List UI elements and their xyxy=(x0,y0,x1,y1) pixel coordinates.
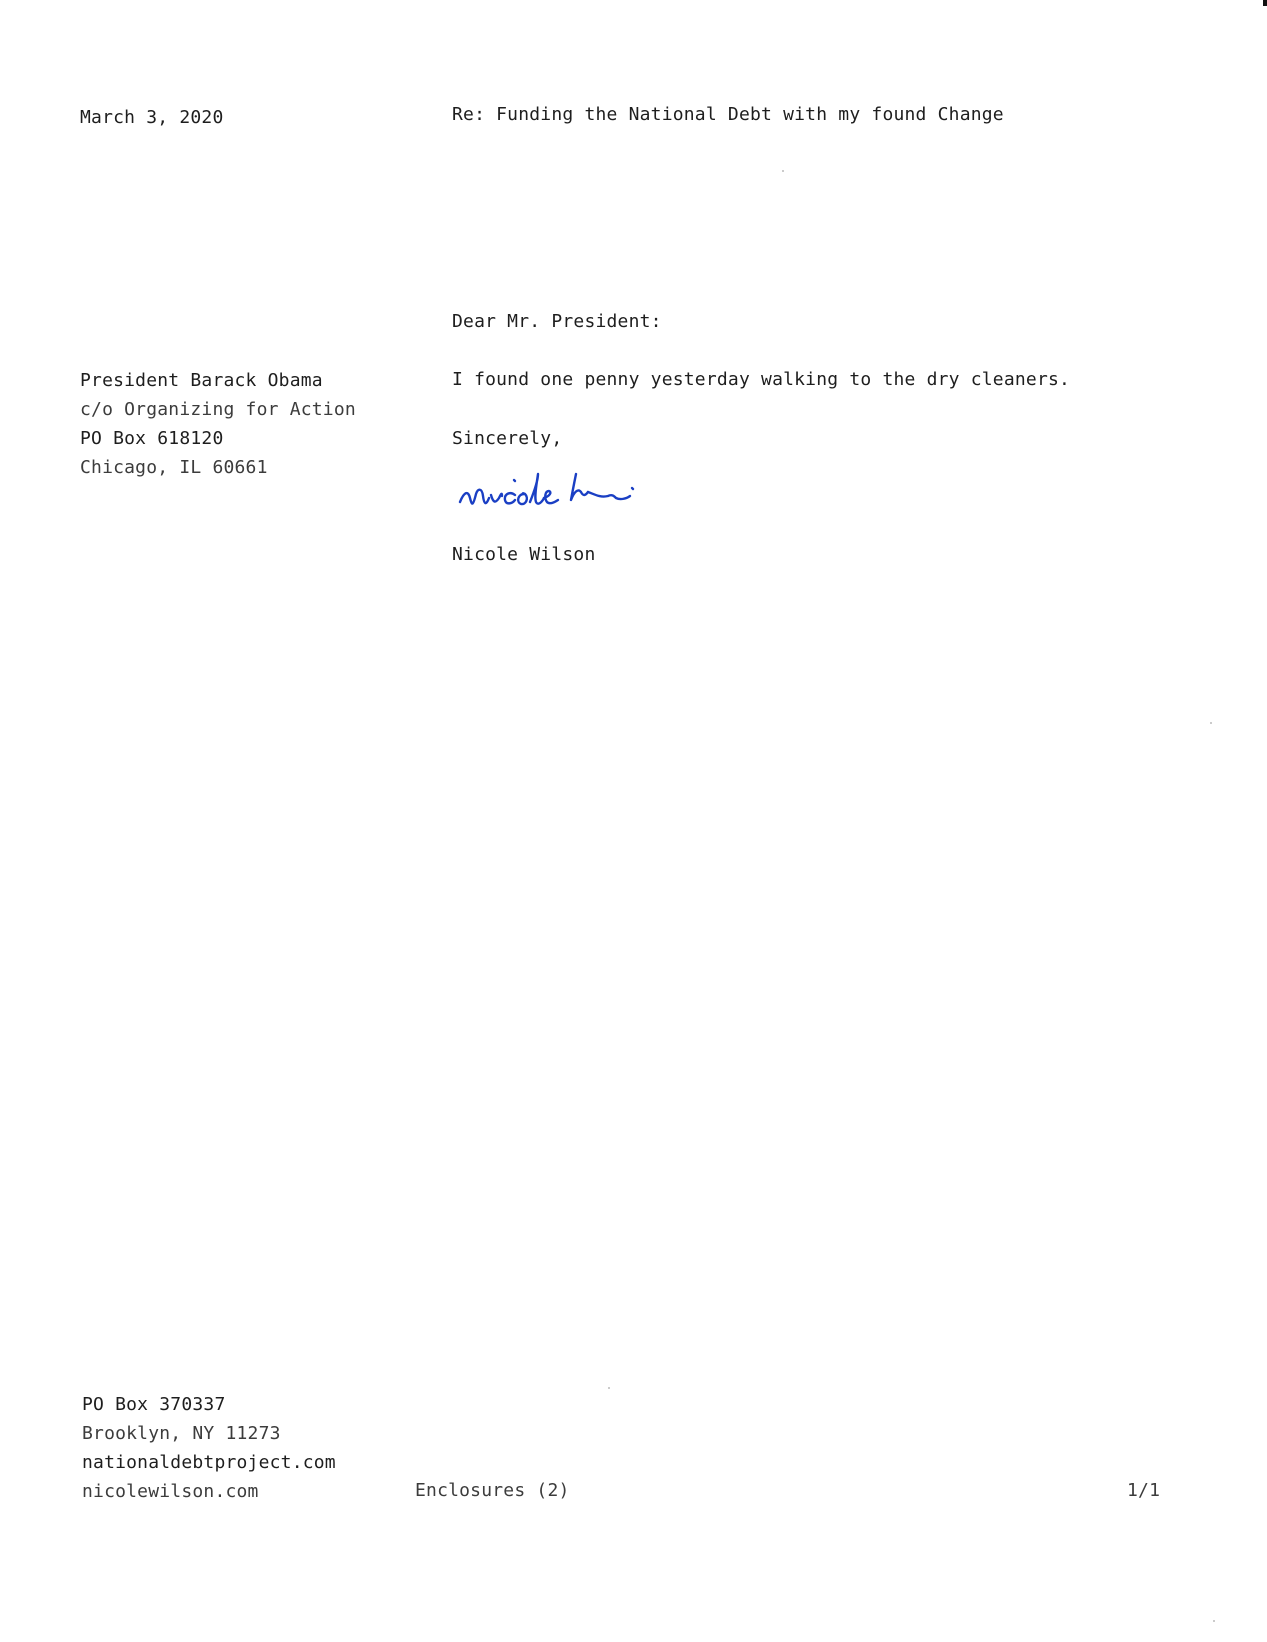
letter-body: I found one penny yesterday walking to the dry cleaners. xyxy=(452,369,1071,390)
recipient-name: President Barack Obama xyxy=(80,370,323,391)
scan-speck xyxy=(608,1387,610,1389)
sender-website-national-debt: nationaldebtproject.com xyxy=(82,1452,336,1473)
letter-closing: Sincerely, xyxy=(452,428,563,449)
salutation: Dear Mr. President: xyxy=(452,311,662,332)
page-number: 1/1 xyxy=(1127,1480,1161,1501)
letter-date: March 3, 2020 xyxy=(80,107,224,128)
scan-speck xyxy=(782,170,784,172)
sender-website-personal: nicolewilson.com xyxy=(82,1481,259,1502)
sender-po-box: PO Box 370337 xyxy=(82,1394,226,1415)
letter-subject: Re: Funding the National Debt with my found Change xyxy=(452,104,1004,125)
sender-address xyxy=(82,1390,336,1506)
enclosures-note: Enclosures (2) xyxy=(415,1480,570,1501)
recipient-address xyxy=(80,366,356,482)
sender-city-state-zip: Brooklyn, NY 11273 xyxy=(82,1423,281,1444)
handwritten-signature xyxy=(458,462,678,522)
scan-speck xyxy=(1210,722,1212,724)
scan-speck xyxy=(1213,1620,1215,1622)
recipient-organization: c/o Organizing for Action xyxy=(80,399,356,420)
recipient-city-state-zip: Chicago, IL 60661 xyxy=(80,457,268,478)
scan-edge-mark xyxy=(1263,0,1267,6)
signer-name: Nicole Wilson xyxy=(452,544,596,565)
recipient-po-box: PO Box 618120 xyxy=(80,428,224,449)
